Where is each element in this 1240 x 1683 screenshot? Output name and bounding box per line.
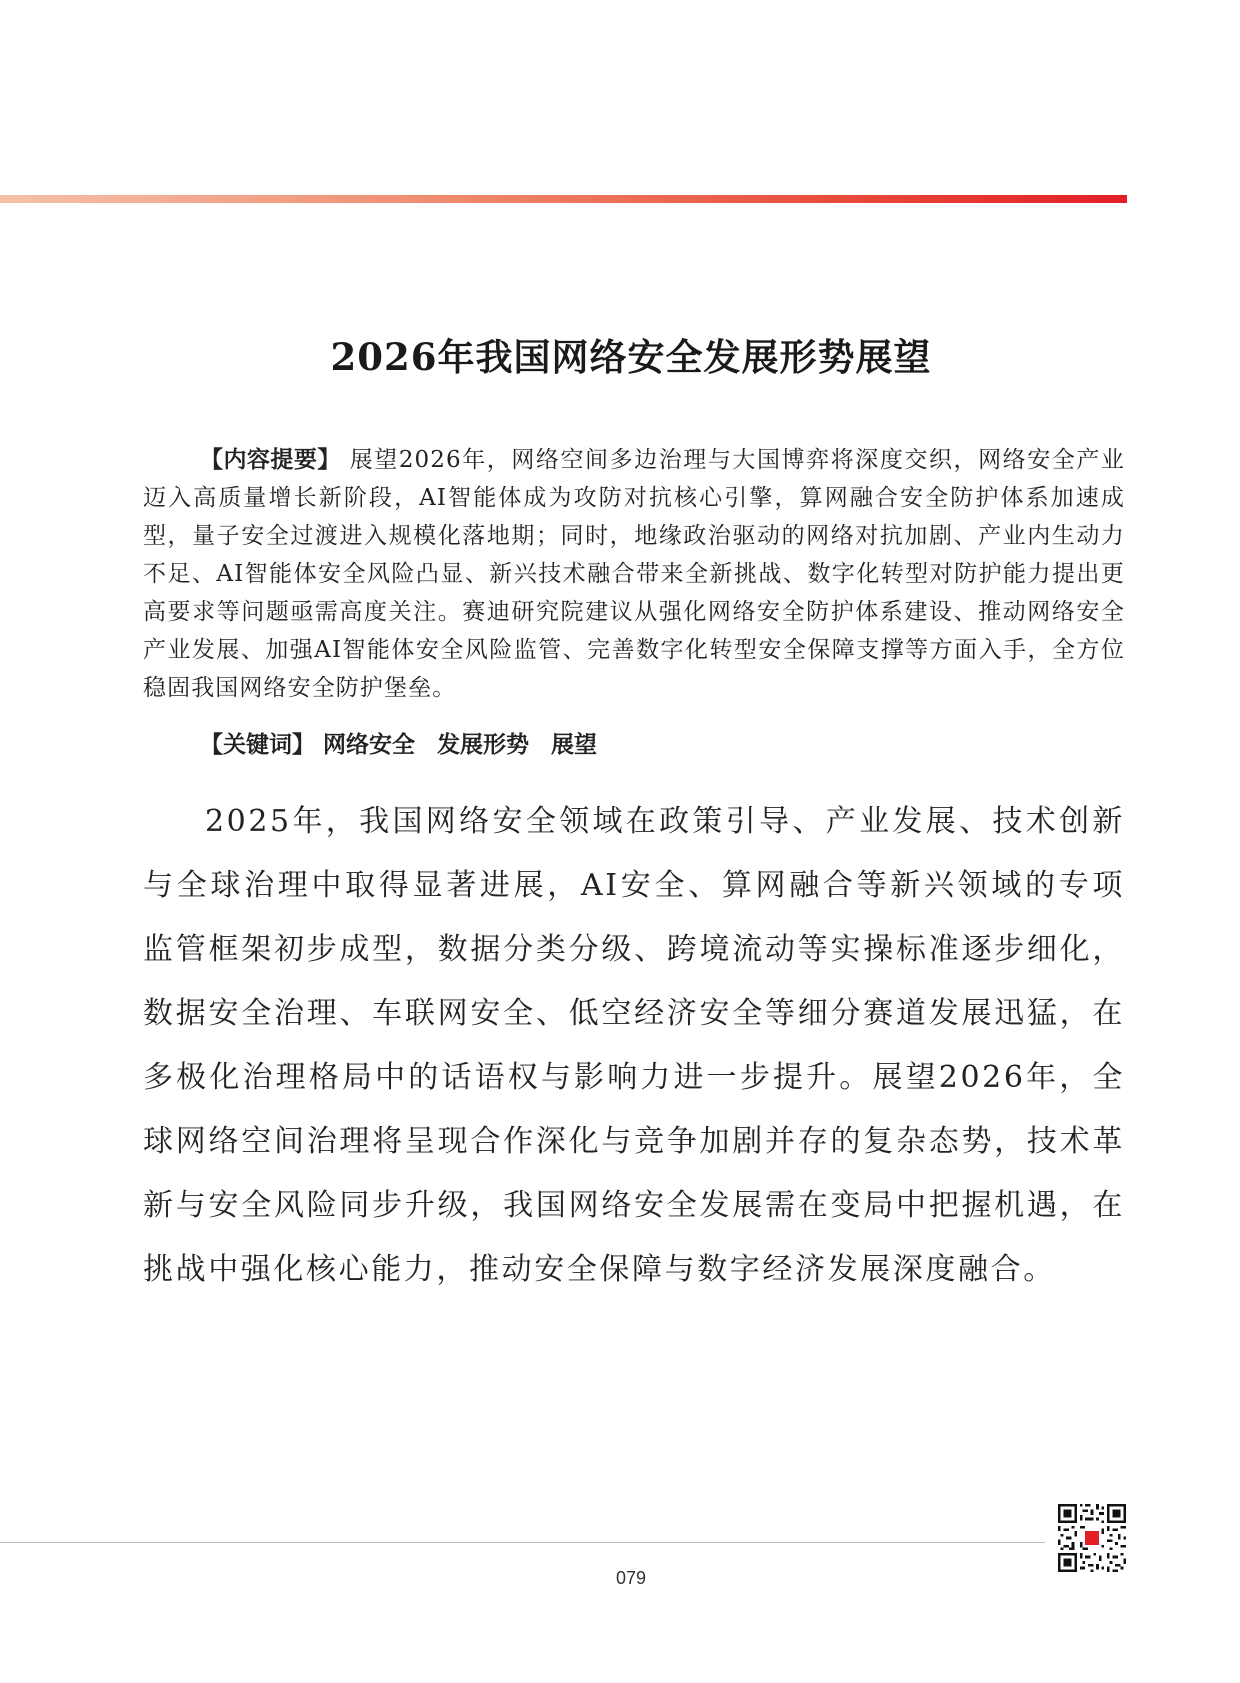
body-paragraph: 2025年，我国网络安全领域在政策引导、产业发展、技术创新与全球治理中取得显著进展，AI安全、算网融合等新兴领域的专项监管框架初步成型，数据分类分级、跨境流动等实操标准逐步细化，数据安全治理、车联网安全、低空经济安全等细分赛道发展迅猛，在多极化治理格局中的话语权与影响力进一步提升。展望2026年，全球网络空间治理将呈现合作深化与竞争加剧并存的复杂态势，技术革新与安全风险同步升级，我国网络安全发展需在变局中把握机遇，在挑战中强化核心能力，推动安全保障与数字经济发展深度融合。 bbox=[143, 804, 1125, 1287]
page-number: 079 bbox=[615, 1568, 647, 1588]
footer-divider bbox=[0, 1542, 1045, 1543]
abstract-text: 展望2026年，网络空间多边治理与大国博弈将深度交织，网络安全产业迈入高质量增长新阶段，AI智能体成为攻防对抗核心引擎，算网融合安全防护体系加速成型，量子安全过渡进入规模化落地期；同时，地缘政治驱动的网络对抗加剧、产业内生动力不足、AI智能体安全风险凸显、新兴技术融合带来全新挑战、数字化转型对防护能力提出更高要求等问题亟需高度关注。赛迪研究院建议从强化网络安全防护体系建设、推动网络安全产业发展、加强AI智能体安全风险监管、完善数字化转型安全保障支撑等方面入手，全方位稳固我国网络安全防护堡垒。 bbox=[143, 447, 1126, 701]
keywords-line bbox=[200, 727, 619, 763]
header-accent-bar bbox=[0, 195, 1127, 203]
keyword-item: 网络安全 bbox=[323, 732, 416, 758]
abstract-label: 【内容提要】 bbox=[200, 447, 341, 473]
keywords-label: 【关键词】 bbox=[200, 732, 315, 758]
qr-code-icon bbox=[1058, 1504, 1126, 1572]
keyword-item: 展望 bbox=[551, 732, 598, 758]
abstract-paragraph bbox=[143, 441, 1125, 707]
page-title: 2026年我国网络安全发展形势展望 bbox=[330, 335, 932, 379]
keyword-item: 发展形势 bbox=[437, 732, 530, 758]
